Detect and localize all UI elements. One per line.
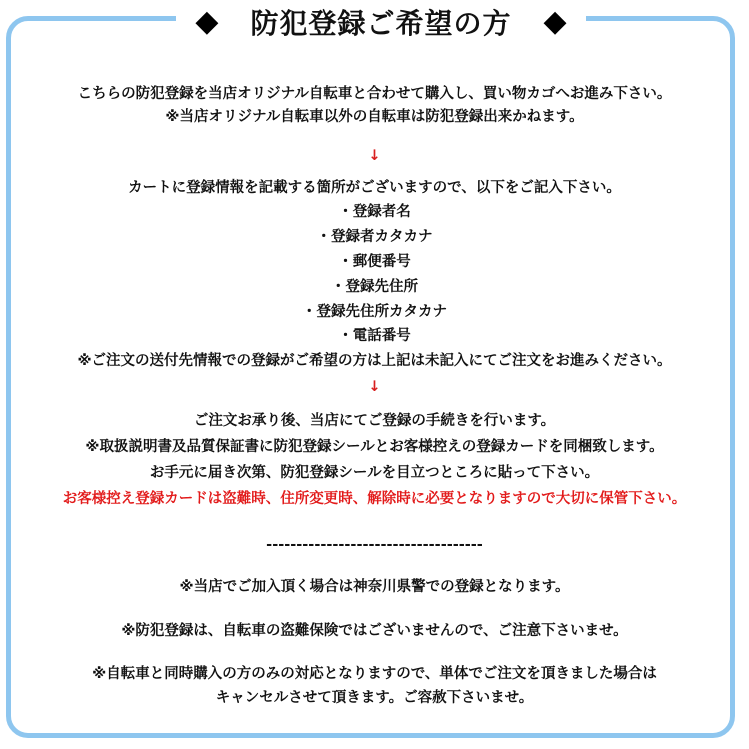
list-item: ・郵便番号 xyxy=(338,254,411,270)
note-line: ※自転車と同時購入の方のみの対応となりますので、単体でご注文を頂きました場合は xyxy=(92,666,657,682)
list-item: ・登録先住所 xyxy=(331,279,418,295)
note-line: キャンセルさせて頂きます。ご容赦下さいませ。 xyxy=(215,690,534,706)
page-title: 防犯登録ご希望の方 xyxy=(250,7,512,40)
down-arrow-icon: ↓ xyxy=(368,148,381,164)
title-banner xyxy=(176,0,586,44)
process-line: ※取扱説明書及品質保証書に防犯登録シールとお客様控えの登録カードを同梱致します。 xyxy=(85,439,664,455)
process-line: ご注文お承り後、当店にてご登録の手続きを行います。 xyxy=(193,413,556,429)
list-item: ・登録先住所カタカナ xyxy=(302,304,447,320)
list-item: ・電話番号 xyxy=(338,328,411,344)
note-line: ※当店でご加入頂く場合は神奈川県警での登録となります。 xyxy=(179,579,570,595)
list-item: ・登録者名 xyxy=(338,204,411,220)
process-line: お手元に届き次第、防犯登録シールを目立つところに貼って下さい。 xyxy=(149,465,600,481)
instruction-line: カートに登録情報を記載する箇所がございますので、以下をご記入下さい。 xyxy=(128,180,621,196)
list-item: ・登録者カタカナ xyxy=(316,229,433,245)
note-line: ※当店オリジナル自転車以外の自転車は防犯登録出来かねます。 xyxy=(165,109,584,125)
intro-line: こちらの防犯登録を当店オリジナル自転車と合わせて購入し、買い物カゴへお進み下さい。 xyxy=(77,86,672,102)
down-arrow-icon: ↓ xyxy=(368,379,381,395)
note-line: ※ご注文の送付先情報での登録がご希望の方は上記は未記入にてご注文をお進みください。 xyxy=(77,353,672,369)
diamond-left-icon: ◆ xyxy=(195,4,219,39)
divider: ------------------------------------ xyxy=(266,537,483,553)
note-line: ※防犯登録は、自転車の盗難保険ではございませんので、ご注意下さいませ。 xyxy=(121,623,628,639)
warning-line: お客様控え登録カードは盗難時、住所変更時、解除時に必要となりますので大切に保管下さい。 xyxy=(62,491,687,507)
diamond-right-icon: ◆ xyxy=(543,4,567,39)
